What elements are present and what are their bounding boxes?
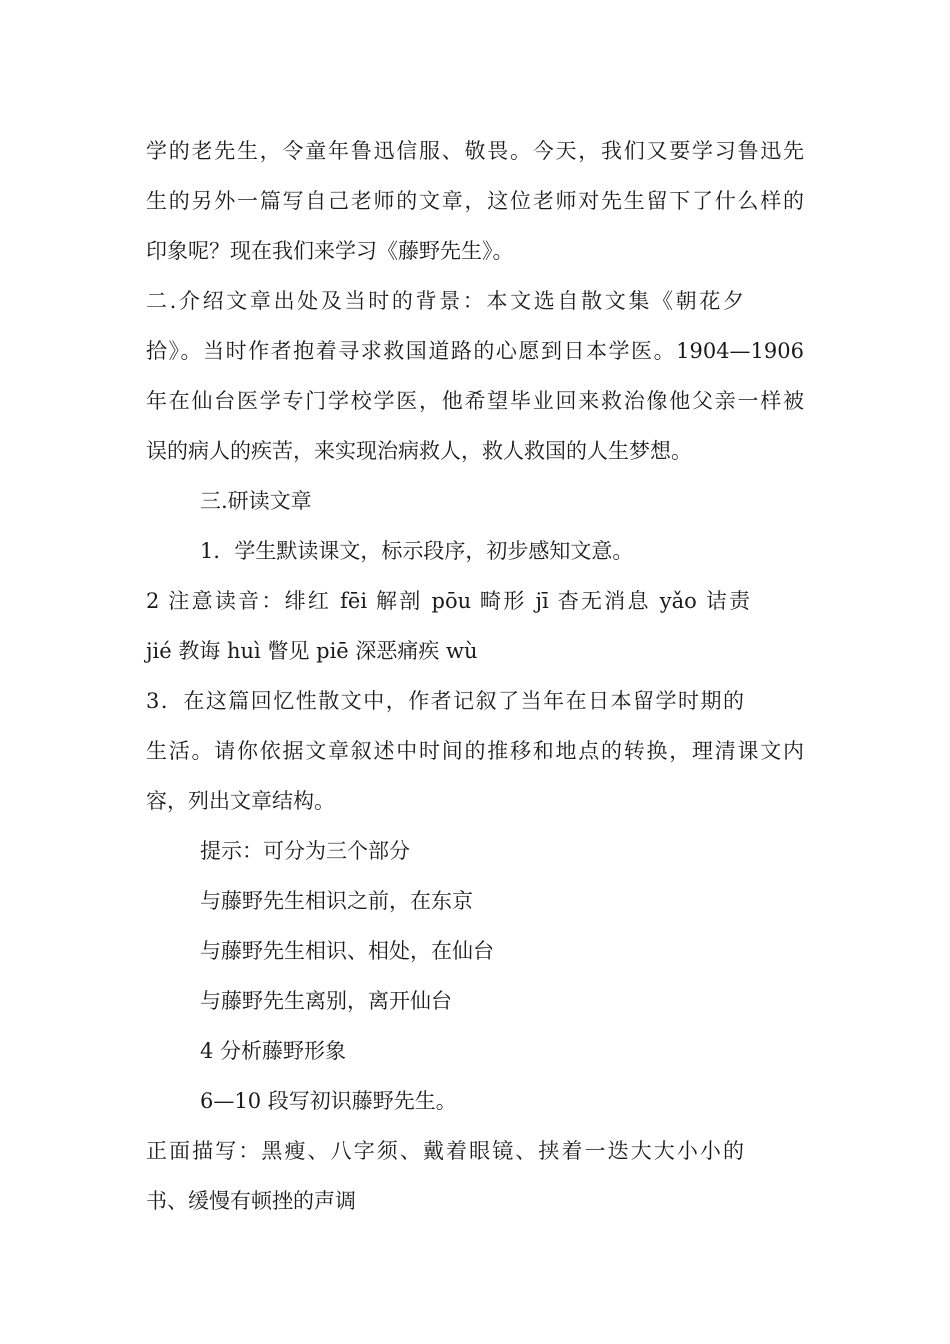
paragraph-12: 6—10 段写初识藤野先生。 — [200, 1089, 457, 1113]
paragraph-2-line-4: 误的病人的疾苦，来实现治病救人，救人救国的人生梦想。 — [146, 439, 692, 463]
paragraph-5-line-1: 2 注意读音：绯红 fēi 解剖 pōu 畸形 jī 杳无消息 yǎo 诘责 — [146, 589, 750, 613]
structure-part-2: 与藤野先生相识、相处，在仙台 — [200, 939, 494, 963]
paragraph-5-line-2: jié 教诲 huì 瞥见 piē 深恶痛疾 wù — [146, 639, 478, 663]
paragraph-6-line-3: 容，列出文章结构。 — [146, 789, 335, 813]
section-heading: 三.研读文章 — [200, 489, 312, 513]
paragraph-1-line-3: 印象呢？现在我们来学习《藤野先生》。 — [146, 239, 514, 263]
paragraph-13-line-2: 书、缓慢有顿挫的声调 — [146, 1189, 356, 1213]
paragraph-2-line-3: 年在仙台医学专门学校学医，他希望毕业回来救治像他父亲一样被 — [146, 389, 804, 413]
structure-part-1: 与藤野先生相识之前，在东京 — [200, 889, 473, 913]
paragraph-6-line-2: 生活。请你依据文章叙述中时间的推移和地点的转换，理清课文内 — [146, 739, 804, 763]
paragraph-2-line-2: 拾》。当时作者抱着寻求救国道路的心愿到日本学医。1904—1906 — [146, 339, 804, 363]
paragraph-1-line-1: 学的老先生，令童年鲁迅信服、敬畏。今天，我们又要学习鲁迅先 — [146, 139, 804, 163]
paragraph-6-line-1: 3．在这篇回忆性散文中，作者记叙了当年在日本留学时期的 — [146, 689, 744, 713]
paragraph-13-line-1: 正面描写：黑瘦、八字须、戴着眼镜、挟着一迭大大小小的 — [146, 1139, 744, 1163]
paragraph-2-line-1: 二.介绍文章出处及当时的背景：本文选自散文集《朝花夕 — [146, 289, 744, 313]
paragraph-11: 4 分析藤野形象 — [200, 1039, 347, 1063]
structure-part-3: 与藤野先生离别，离开仙台 — [200, 989, 452, 1013]
paragraph-4: 1．学生默读课文，标示段序，初步感知文意。 — [200, 539, 634, 563]
paragraph-1-line-2: 生的另外一篇写自己老师的文章，这位老师对先生留下了什么样的 — [146, 189, 804, 213]
hint-line: 提示：可分为三个部分 — [200, 839, 410, 863]
